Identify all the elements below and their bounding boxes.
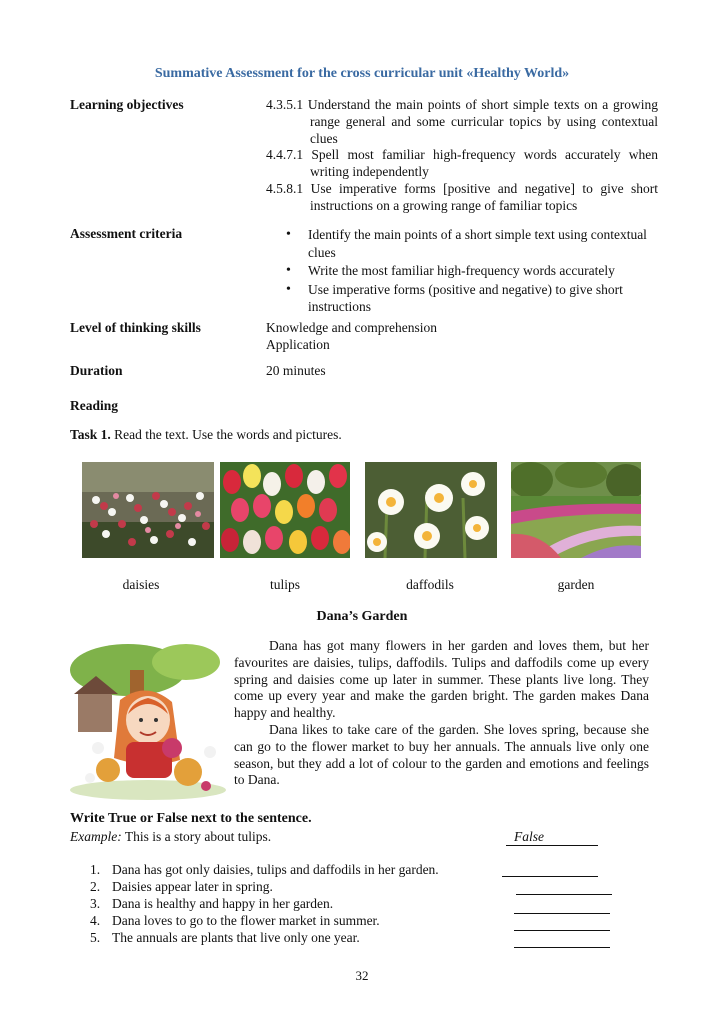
question-number: 5. — [90, 930, 101, 945]
answer-line-3[interactable] — [514, 913, 610, 914]
answer-line-2[interactable] — [516, 894, 612, 895]
objective-item: 4.4.7.1 Spell most familiar high-frequency words accurately when writing independently — [266, 147, 658, 180]
tulips-photo — [220, 462, 350, 558]
question-list — [90, 861, 439, 946]
list-item — [90, 861, 439, 878]
criteria-item: • Use imperative forms (positive and negative) to give short instructions — [282, 281, 658, 316]
assessment-criteria-list — [282, 226, 658, 317]
learning-objectives-list — [266, 97, 658, 215]
dana-illustration — [68, 640, 226, 800]
question-number: 4. — [90, 913, 101, 928]
page-title: Summative Assessment for the cross curricular unit «Healthy World» — [154, 66, 570, 81]
criteria-item: • Write the most familiar high-frequency words accurately — [282, 262, 658, 280]
question-text: Daisies appear later in spring. — [112, 879, 273, 894]
caption-daisies: daisies — [122, 577, 160, 592]
duration-value: 20 minutes — [266, 363, 326, 378]
learning-objectives-label: Learning objectives — [70, 97, 184, 112]
example-answer: False — [506, 829, 598, 846]
thinking-skills-label: Level of thinking skills — [70, 320, 201, 335]
question-text: Dana loves to go to the flower market in summer. — [112, 913, 380, 928]
example-label: Example: — [70, 829, 122, 844]
story-paragraph: Dana has got many flowers in her garden and loves them, but her favourites are daisies, tulips, daffodils. Tulips and daffodils come up every spring and daisies come up later in summer. These plants live long. They come up every year and make the garden bright. The garden makes Dana happy and healthy. — [234, 638, 649, 721]
caption-tulips: tulips — [269, 577, 300, 592]
thinking-skill-line: Knowledge and comprehension — [266, 320, 437, 335]
criteria-item: • Identify the main points of a short simple text using contextual clues — [282, 226, 658, 261]
list-item — [90, 878, 439, 895]
caption-daffodils: daffodils — [406, 577, 454, 592]
list-item — [90, 912, 439, 929]
objective-item: 4.5.8.1 Use imperative forms [positive and negative] to give short instructions on a growing range of familiar topics — [266, 180, 658, 213]
objective-item: 4.3.5.1 Understand the main points of short simple texts on a growing range general and some curricular topics by using contextual clues — [266, 97, 658, 146]
answer-line-5[interactable] — [514, 947, 610, 948]
list-item — [90, 929, 439, 946]
example-text: This is a story about tulips. — [121, 829, 272, 844]
list-item — [90, 895, 439, 912]
garden-photo — [511, 462, 641, 558]
question-text: The annuals are plants that live only one year. — [112, 930, 360, 945]
task-text: Read the text. Use the words and pictures. — [110, 427, 342, 442]
story-title: Dana’s Garden — [316, 609, 408, 624]
example-row — [70, 829, 660, 845]
daffodils-photo — [365, 462, 497, 558]
reading-heading: Reading — [70, 398, 119, 413]
story-text — [234, 638, 649, 789]
thinking-skills-value — [266, 320, 437, 353]
question-number: 1. — [90, 862, 101, 877]
duration-label: Duration — [70, 363, 123, 378]
task-number: Task 1. — [70, 427, 111, 442]
question-number: 3. — [90, 896, 101, 911]
question-text: Dana has got only daisies, tulips and daffodils in her garden. — [112, 862, 439, 877]
daisies-photo — [82, 462, 214, 558]
page-number: 32 — [355, 968, 369, 983]
question-text: Dana is healthy and happy in her garden. — [112, 896, 334, 911]
true-false-heading: Write True or False next to the sentence. — [70, 811, 312, 826]
answer-line-1[interactable] — [502, 876, 598, 877]
question-number: 2. — [90, 879, 101, 894]
thinking-skill-line: Application — [266, 336, 330, 352]
story-paragraph: Dana likes to take care of the garden. She loves spring, because she can go to the flower market to buy her annuals. The annuals live only one season, but they add a lot of colour to the garden and emotions and feelings to Dana. — [234, 721, 649, 788]
assessment-criteria-label: Assessment criteria — [70, 226, 183, 241]
task-instruction — [70, 427, 342, 443]
answer-line-4[interactable] — [514, 930, 610, 931]
caption-garden: garden — [557, 577, 595, 592]
